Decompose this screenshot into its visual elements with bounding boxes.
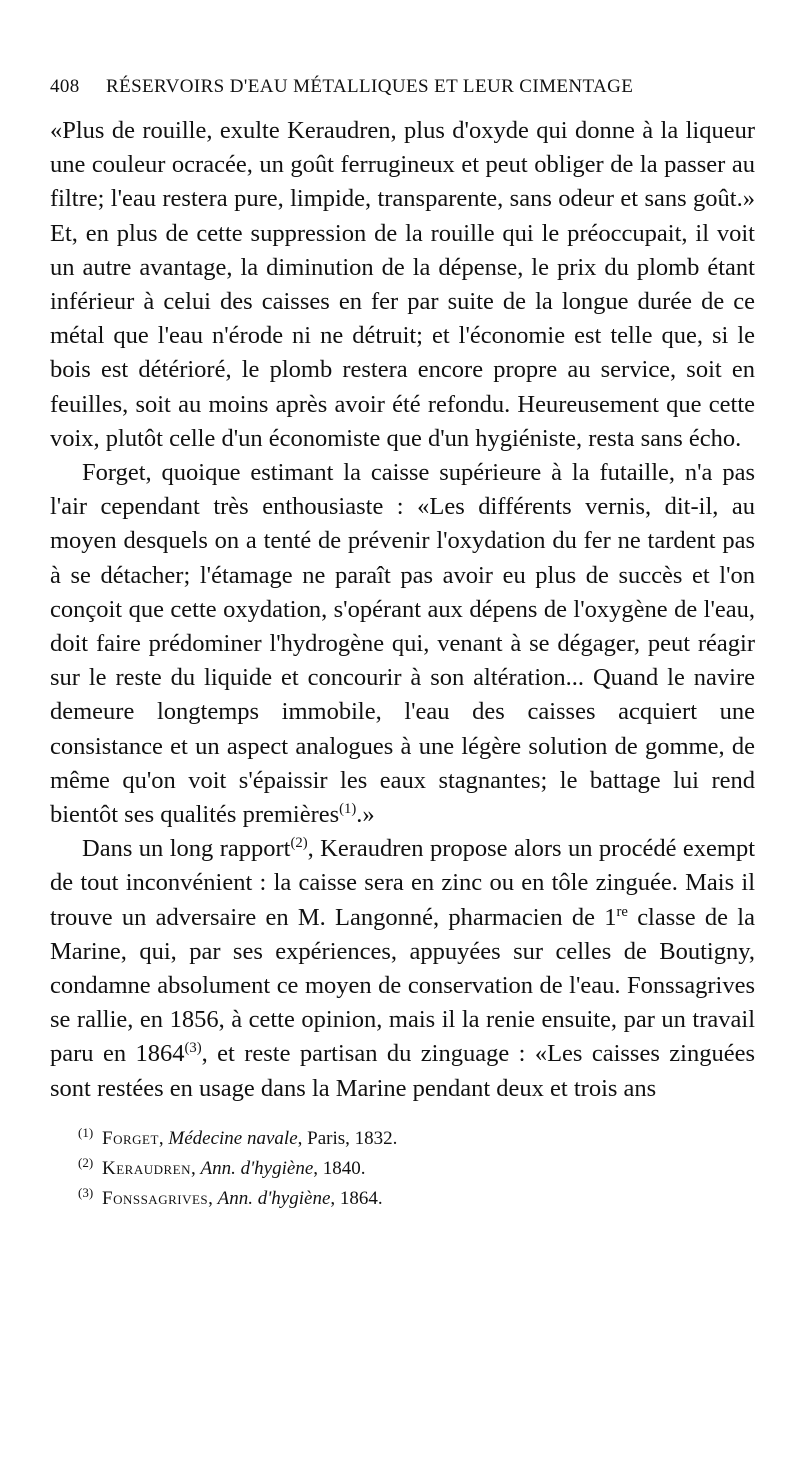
footnote-rest: , Paris, 1832. xyxy=(297,1127,398,1149)
footnote-work: Ann. d'hygiène xyxy=(200,1157,314,1179)
paragraph-text: Forget, quoique estimant la caisse supérieure à la futaille, n'a pas l'air cependant très enthousiaste : «Les différents vernis, dit-il, au moyen desquels on a tenté de prévenir l'oxydation du fer ne tardent pas à se détacher; l'étamage ne paraît pas avoir eu plus de succès et l'on conçoit que cette oxydation, s'opérant aux dépens de l'oxygène de l'eau, doit faire prédominer l'hydrogène qui, venant à se dégager, peut réagir sur le reste du liquide et concourir à son altération... Quand le navire demeure longtemps immobile, l'eau des caisses acquiert une consistance et un aspect analogues à une légère solution de gomme, de même qu'on voit s'épaissir les eaux stagnantes; le battage lui rend bientôt ses qualités premières xyxy=(50,459,755,829)
footnote-item: (3) Fonssagrives, Ann. d'hygiène, 1864. xyxy=(78,1184,755,1214)
footnote-separator xyxy=(50,1106,755,1124)
footnote-mark: (1) xyxy=(78,1124,94,1140)
footnote-work: Médecine navale xyxy=(168,1127,298,1149)
footnote-item: (2) Keraudren, Ann. d'hygiène, 1840. xyxy=(78,1154,755,1184)
paragraph-text: , Keraudren propose alors un procédé exempt de tout inconvénient : la caisse sera en zinc ou en tôle zinguée. Mais il trouve un adversaire en M. Langonné, pharmacien de 1 xyxy=(50,835,755,931)
footnote-ref: (3) xyxy=(184,1040,202,1057)
footnote-ref: (1) xyxy=(339,800,357,817)
running-head xyxy=(50,70,755,104)
paragraph-text: classe de la Marine, qui, par ses expériences, appuyées sur celles de Boutigny, condamne absolument ce moyen de conservation de l'eau. Fonssagrives se rallie, en 1856, à cette opinion, mais il la renie ensuite, par un travail paru en 1864 xyxy=(50,903,755,1068)
footnote-work: Ann. d'hygiène xyxy=(217,1187,331,1209)
ordinal-suffix: re xyxy=(616,903,628,920)
book-page xyxy=(50,70,755,1214)
footnote-author: Fonssagrives xyxy=(102,1187,209,1209)
page-number: 408 xyxy=(50,76,80,97)
paragraph-text: Dans un long rapport xyxy=(82,835,291,863)
footnote-mark: (3) xyxy=(78,1184,94,1200)
page-title: RÉSERVOIRS D'EAU MÉTALLIQUES ET LEUR CIMENTAGE xyxy=(106,76,634,97)
footnote-rest: , 1840. xyxy=(313,1157,366,1179)
footnote-author: Forget xyxy=(102,1127,159,1149)
footnote-mark: (2) xyxy=(78,1154,94,1170)
footnote-ref: (2) xyxy=(290,835,308,852)
footnote-author: Keraudren xyxy=(102,1157,191,1179)
paragraph-text: .» xyxy=(356,801,375,829)
paragraph xyxy=(50,114,755,456)
body-text xyxy=(50,114,755,1106)
footnote-item: (1) Forget, Médecine navale, Paris, 1832. xyxy=(78,1124,755,1154)
footnotes xyxy=(78,1124,755,1214)
footnote-rest: , 1864. xyxy=(330,1187,383,1209)
paragraph xyxy=(50,456,755,832)
paragraph-text: , et reste partisan du zinguage : «Les caisses zinguées sont restées en usage dans la Marine pendant deux et trois ans xyxy=(50,1040,755,1102)
paragraph xyxy=(50,832,755,1106)
paragraph-text: «Plus de rouille, exulte Keraudren, plus d'oxyde qui donne à la liqueur une couleur ocracée, un goût ferrugineux et peut obliger de la passer au filtre; l'eau restera pure, limpide, transparente, sans odeur et sans goût.» Et, en plus de cette suppression de la rouille qui le préoccupait, il voit un autre avantage, la diminution de la dépense, le prix du plomb étant inférieur à celui des caisses en fer par suite de la longue durée de ce métal que l'eau n'érode ni ne détruit; et l'économie est telle que, si le bois est détérioré, le plomb restera encore propre au service, soit en feuilles, soit au moins après avoir été refondu. Heureusement que cette voix, plutôt celle d'un économiste que d'un hygiéniste, resta sans écho. xyxy=(50,117,755,452)
